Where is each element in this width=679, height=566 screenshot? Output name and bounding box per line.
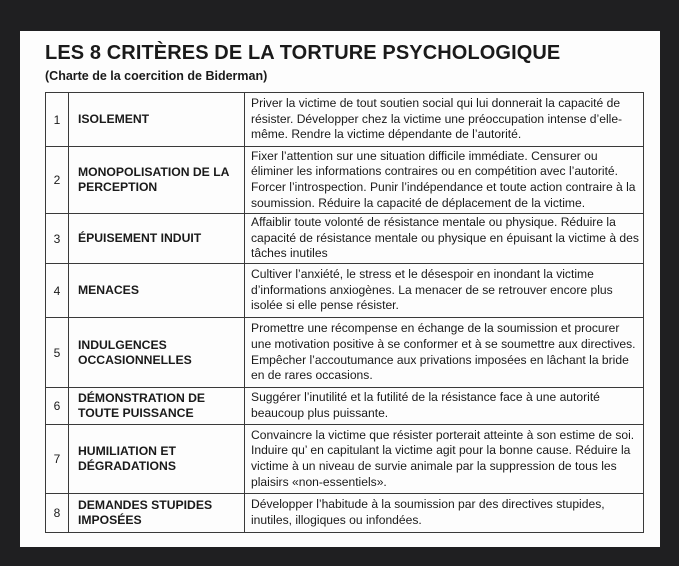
criterion-name: HUMILIATION ET DÉGRADATIONS — [69, 425, 245, 494]
table-row — [46, 318, 644, 388]
criterion-description: Priver la victime de tout soutien social qui lui donnerait la capacité de résister. Développer chez la victime une préoccupation intense d’elle-même. Rendre la victime dépendante de l’autorité. — [245, 93, 644, 147]
criterion-name: ISOLEMENT — [69, 93, 245, 147]
criterion-name: MENACES — [69, 264, 245, 318]
table-row — [46, 494, 644, 533]
criterion-number: 1 — [46, 93, 69, 147]
table-row — [46, 425, 644, 494]
criterion-description: Suggérer l’inutilité et la futilité de la résistance face à une autorité beaucoup plus puissante. — [245, 388, 644, 425]
table-row — [46, 214, 644, 264]
criterion-description: Affaiblir toute volonté de résistance mentale ou physique. Réduire la capacité de résistance mentale ou physique en épuisant la victime à des tâches inutiles — [245, 214, 644, 264]
criterion-number: 3 — [46, 214, 69, 264]
criterion-number: 6 — [46, 388, 69, 425]
criterion-name: DEMANDES STUPIDES IMPOSÉES — [69, 494, 245, 533]
table-row — [46, 147, 644, 214]
criterion-name: MONOPOLISATION DE LA PERCEPTION — [69, 147, 245, 214]
criteria-table — [45, 92, 644, 533]
criterion-name: ÉPUISEMENT INDUIT — [69, 214, 245, 264]
criterion-number: 2 — [46, 147, 69, 214]
criterion-number: 5 — [46, 318, 69, 388]
criterion-number: 8 — [46, 494, 69, 533]
criterion-name: INDULGENCES OCCASIONNELLES — [69, 318, 245, 388]
table-row — [46, 264, 644, 318]
criterion-description: Convaincre la victime que résister porterait atteinte à son estime de soi. Induire qu’ en capitulant la victime agit pour la bonne cause. Réduire la victime à un niveau de survie animale par la suppression de tous les plaisirs «non-essentiels». — [245, 425, 644, 494]
criterion-description: Développer l’habitude à la soumission par des directives stupides, inutiles, illogiques ou infondées. — [245, 494, 644, 533]
criterion-description: Cultiver l’anxiété, le stress et le désespoir en inondant la victime d’informations anxiogènes. La menacer de se retrouver encore plus isolée si elle pense résister. — [245, 264, 644, 318]
document-subtitle: (Charte de la coercition de Biderman) — [45, 69, 268, 83]
document-title: LES 8 CRITÈRES DE LA TORTURE PSYCHOLOGIQUE — [45, 42, 561, 64]
criterion-description: Fixer l’attention sur une situation difficile immédiate. Censurer ou éliminer les informations contraires ou en compétition avec l’autorité. Forcer l’introspection. Punir l’indépendance et toute action contraire à la soumission. Réduire la capacité de déplacement de la victime. — [245, 147, 644, 214]
table-row — [46, 388, 644, 425]
criterion-name: DÉMONSTRATION DE TOUTE PUISSANCE — [69, 388, 245, 425]
criterion-number: 4 — [46, 264, 69, 318]
criterion-number: 7 — [46, 425, 69, 494]
document-sheet — [20, 31, 660, 547]
table-row — [46, 93, 644, 147]
criterion-description: Promettre une récompense en échange de la soumission et procurer une motivation positive à se conformer et à se soumettre aux directives. Empêcher l’accoutumance aux privations imposées en lâchant la bride en de rares occasions. — [245, 318, 644, 388]
